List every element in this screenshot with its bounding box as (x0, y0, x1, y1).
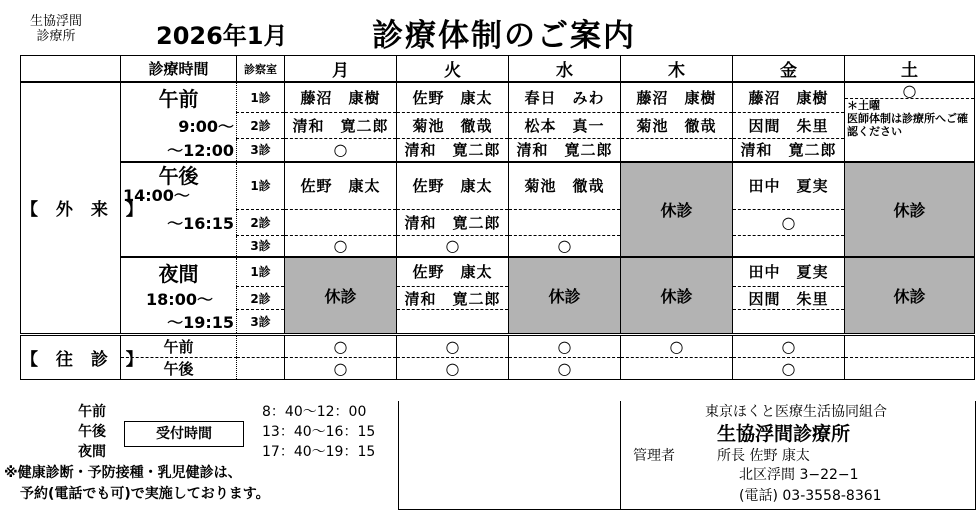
notice-line2: 予約(電話でも可)で実施しております。 (20, 486, 270, 502)
reception-ev-label: 夜間 (78, 444, 106, 460)
clinic-short-line2: 診療所 (36, 29, 76, 44)
room-1: 1診 (237, 82, 285, 112)
reception-pm-time: 13：40〜16：15 (262, 424, 376, 440)
clinic-info-box (620, 401, 976, 510)
oushin-pm-label: 午後 (121, 357, 237, 379)
day-header-mon: 月 (285, 56, 397, 83)
row-afternoon-1 (21, 162, 975, 209)
cell-e-sat-closed: 休診 (845, 257, 975, 335)
clinic-short-line1: 生協浮間 (29, 14, 82, 29)
row-evening-1 (21, 257, 975, 287)
oushin-am-room (237, 334, 285, 357)
header-row (21, 56, 975, 83)
oushin-am-sat (845, 334, 975, 357)
cell-m1-fri: 藤沼 康樹 (733, 82, 845, 112)
reception-pm-label: 午後 (78, 424, 106, 440)
oushin-pm-sat (845, 357, 975, 379)
afternoon-blank (121, 235, 237, 257)
oushin-am-fri: ○ (733, 334, 845, 357)
room-3: 3診 (237, 235, 285, 257)
cell-m2-wed: 松本 真一 (509, 112, 621, 138)
row-oushin-pm (21, 357, 975, 379)
cell-a3-mon: ○ (285, 235, 397, 257)
cell-a-thu-closed: 休診 (621, 162, 733, 257)
cell-m1-tue: 佐野 康太 (397, 82, 509, 112)
row-oushin-am (21, 334, 975, 357)
cell-e3-tue (397, 310, 509, 335)
cell-m2-tue: 菊池 徹哉 (397, 112, 509, 138)
cell-m2-fri: 因間 朱里 (733, 112, 845, 138)
manager-label: 管理者 (633, 448, 675, 464)
time-col-header: 診療時間 (121, 56, 237, 83)
evening-label: 夜間 (121, 257, 237, 287)
cell-a1-fri: 田中 夏実 (733, 162, 845, 209)
reception-ev-time: 17：40〜19：15 (262, 444, 376, 460)
cell-m2-thu: 菊池 徹哉 (621, 112, 733, 138)
manager-name: 所長 佐野 康太 (717, 448, 810, 464)
cell-a3-wed: ○ (509, 235, 621, 257)
address: 北区浮間 3−22−1 (739, 467, 859, 483)
day-header-tue: 火 (397, 56, 509, 83)
cell-e1-fri: 田中 夏実 (733, 257, 845, 287)
cell-a2-mon (285, 209, 397, 235)
reception-info (0, 401, 398, 519)
day-header-fri: 金 (733, 56, 845, 83)
day-header-thu: 木 (621, 56, 733, 83)
blank-box (398, 401, 621, 510)
notice-line1: ※健康診断・予防接種・乳児健診は、 (4, 465, 242, 481)
oushin-pm-mon: ○ (285, 357, 397, 379)
sat-circle: ○ ＊土曜 (845, 82, 975, 112)
oushin-am-label: 午前 (121, 334, 237, 357)
cell-a3-fri (733, 235, 845, 257)
cell-a-sat-closed: 休診 (845, 162, 975, 257)
afternoon-label: 午後 (158, 164, 199, 188)
cell-e3-fri (733, 310, 845, 335)
clinic-short-name (6, 14, 106, 44)
cell-m3-thu (621, 138, 733, 162)
corner-cell (21, 56, 121, 83)
cell-m1-mon: 藤沼 康樹 (285, 82, 397, 112)
room-1: 1診 (237, 162, 285, 209)
oushin-pm-wed: ○ (509, 357, 621, 379)
afternoon-end: 〜16:15 (167, 213, 234, 233)
row-morning-1 (21, 82, 975, 112)
cell-e-mon-closed: 休診 (285, 257, 397, 335)
cell-a1-wed: 菊池 徹哉 (509, 162, 621, 209)
oushin-am-thu: ○ (621, 334, 733, 357)
morning-start: 9:00〜 (178, 116, 234, 136)
row-evening-2 (21, 287, 975, 310)
afternoon-start: 14:00〜 (123, 186, 190, 205)
oushin-am-mon: ○ (285, 334, 397, 357)
cell-e2-tue: 清和 寛二郎 (397, 287, 509, 310)
cell-e-wed-closed: 休診 (509, 257, 621, 335)
row-morning-3 (21, 138, 975, 162)
schedule-table (20, 55, 975, 380)
sat-note-title: ＊土曜 (847, 98, 880, 112)
row-evening-3 (21, 310, 975, 335)
row-afternoon-2 (21, 209, 975, 235)
morning-label: 午前 (121, 82, 237, 112)
cell-m3-wed: 清和 寛二郎 (509, 138, 621, 162)
room-3: 3診 (237, 310, 285, 335)
reception-hours-box: 受付時間 (124, 421, 244, 447)
row-morning-2 (21, 112, 975, 138)
evening-end: 〜19:15 (121, 310, 237, 335)
cell-a2-wed (509, 209, 621, 235)
oushin-pm-room (237, 357, 285, 379)
cell-a1-mon: 佐野 康太 (285, 162, 397, 209)
row-afternoon-3 (21, 235, 975, 257)
cell-m2-mon: 清和 寛二郎 (285, 112, 397, 138)
cell-m3-tue: 清和 寛二郎 (397, 138, 509, 162)
reception-am-time: 8：40〜12：00 (262, 404, 367, 420)
phone: (電話) 03-3558-8361 (739, 488, 882, 504)
page-title: 診療体制のご案内 (372, 18, 636, 54)
oushin-pm-tue: ○ (397, 357, 509, 379)
cell-a2-tue: 清和 寛二郎 (397, 209, 509, 235)
morning-end: 〜12:00 (167, 141, 234, 160)
year-month: 2026年1月 (156, 22, 288, 50)
cell-m3-mon: ○ (285, 138, 397, 162)
oushin-am-tue: ○ (397, 334, 509, 357)
room-col-header: 診察室 (237, 56, 285, 83)
afternoon-time (121, 162, 237, 209)
cell-a3-tue: ○ (397, 235, 509, 257)
room-1: 1診 (237, 257, 285, 287)
cell-m3-fri: 清和 寛二郎 (733, 138, 845, 162)
org-name: 東京ほくと医療生活協同組合 (705, 404, 887, 420)
evening-start: 18:00〜 (146, 289, 213, 309)
reception-am-label: 午前 (78, 404, 106, 420)
room-3: 3診 (237, 138, 285, 162)
cell-a2-fri: ○ (733, 209, 845, 235)
oushin-am-wed: ○ (509, 334, 621, 357)
oushin-pm-fri: ○ (733, 357, 845, 379)
cell-e-thu-closed: 休診 (621, 257, 733, 335)
room-2: 2診 (237, 287, 285, 310)
room-2: 2診 (237, 209, 285, 235)
cell-e1-tue: 佐野 康太 (397, 257, 509, 287)
cell-m1-thu: 藤沼 康樹 (621, 82, 733, 112)
room-2: 2診 (237, 112, 285, 138)
oushin-pm-thu (621, 357, 733, 379)
sat-note-body: 医師体制は診療所へご確認ください (845, 112, 975, 162)
cell-m1-wed: 春日 みわ (509, 82, 621, 112)
day-header-wed: 水 (509, 56, 621, 83)
day-header-sat: 土 (845, 56, 975, 83)
cell-e2-fri: 因間 朱里 (733, 287, 845, 310)
oushin-label: 【 往 診 】 (21, 334, 121, 379)
gairai-label: 【 外 来 】 (21, 82, 121, 334)
cell-a1-tue: 佐野 康太 (397, 162, 509, 209)
clinic-name: 生協浮間診療所 (717, 423, 851, 445)
